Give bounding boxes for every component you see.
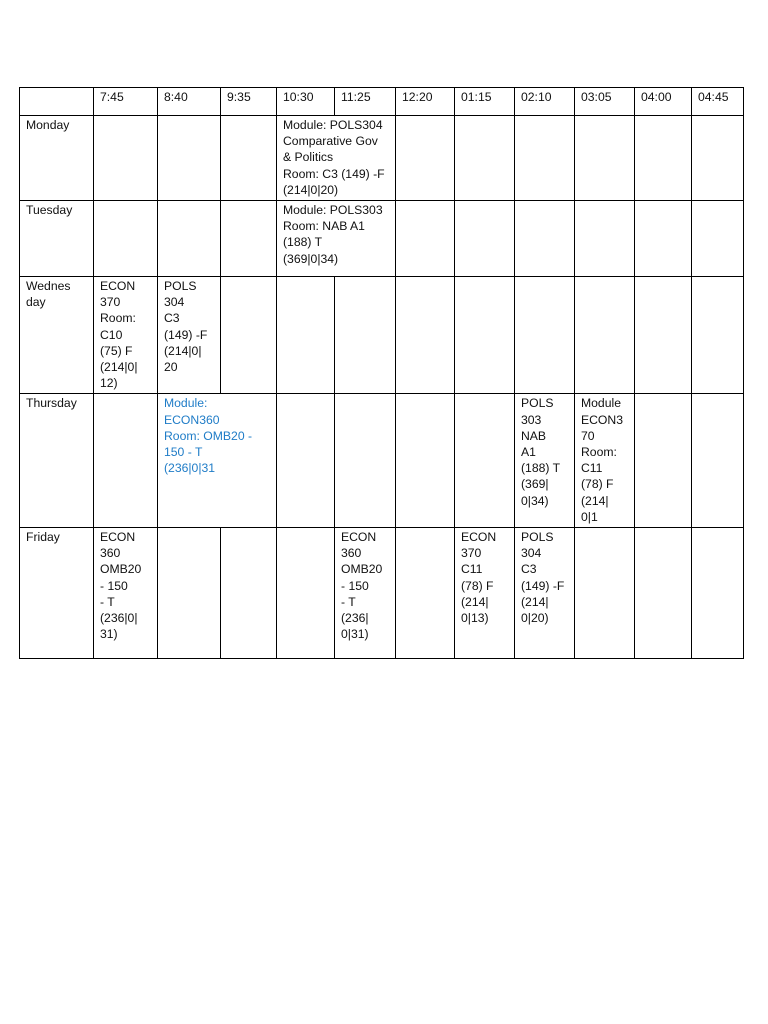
time-header: 10:30 [277, 88, 335, 116]
class-entry: Module: POLS303 Room: NAB A1 (188) T (369|0|34) [277, 201, 396, 277]
table-row [20, 394, 744, 528]
time-header: 04:00 [635, 88, 692, 116]
empty-cell [396, 116, 455, 201]
empty-cell [635, 277, 692, 394]
empty-cell [221, 528, 277, 659]
empty-cell [455, 394, 515, 528]
time-header: 01:15 [455, 88, 515, 116]
class-entry-highlighted: Module: ECON360 Room: OMB20 - 150 - T (236|0|31 [158, 394, 277, 528]
empty-cell [575, 277, 635, 394]
time-header: 7:45 [94, 88, 158, 116]
corner-cell [20, 88, 94, 116]
time-header: 04:45 [692, 88, 744, 116]
empty-cell [635, 528, 692, 659]
empty-cell [515, 201, 575, 277]
day-label: Thursday [20, 394, 94, 528]
empty-cell [277, 528, 335, 659]
empty-cell [94, 394, 158, 528]
empty-cell [158, 528, 221, 659]
empty-cell [396, 201, 455, 277]
empty-cell [221, 277, 277, 394]
empty-cell [692, 201, 744, 277]
time-header: 02:10 [515, 88, 575, 116]
empty-cell [396, 277, 455, 394]
empty-cell [515, 116, 575, 201]
empty-cell [335, 394, 396, 528]
empty-cell [335, 277, 396, 394]
timetable [19, 87, 744, 659]
table-row [20, 277, 744, 394]
empty-cell [396, 394, 455, 528]
empty-cell [94, 116, 158, 201]
empty-cell [575, 201, 635, 277]
class-entry: POLS 303 NAB A1 (188) T (369| 0|34) [515, 394, 575, 528]
empty-cell [221, 201, 277, 277]
empty-cell [575, 528, 635, 659]
empty-cell [396, 528, 455, 659]
empty-cell [692, 116, 744, 201]
empty-cell [692, 528, 744, 659]
class-entry: POLS 304 C3 (149) -F (214|0| 20 [158, 277, 221, 394]
day-label: Tuesday [20, 201, 94, 277]
empty-cell [692, 277, 744, 394]
empty-cell [158, 201, 221, 277]
class-entry: ECON 370 Room: C10 (75) F (214|0| 12) [94, 277, 158, 394]
empty-cell [455, 277, 515, 394]
empty-cell [455, 201, 515, 277]
class-entry: ECON 360 OMB20 - 150 - T (236| 0|31) [335, 528, 396, 659]
class-entry: Module ECON3 70 Room: C11 (78) F (214| 0|1 [575, 394, 635, 528]
time-header: 8:40 [158, 88, 221, 116]
table-row [20, 116, 744, 201]
time-header: 12:20 [396, 88, 455, 116]
empty-cell [635, 201, 692, 277]
header-row [20, 88, 744, 116]
empty-cell [158, 116, 221, 201]
empty-cell [575, 116, 635, 201]
empty-cell [277, 394, 335, 528]
day-label: Friday [20, 528, 94, 659]
class-entry: Module: POLS304 Comparative Gov & Politics Room: C3 (149) -F (214|0|20) [277, 116, 396, 201]
empty-cell [692, 394, 744, 528]
empty-cell [635, 394, 692, 528]
empty-cell [455, 116, 515, 201]
table-row [20, 201, 744, 277]
empty-cell [221, 116, 277, 201]
class-entry: ECON 360 OMB20 - 150 - T (236|0| 31) [94, 528, 158, 659]
time-header: 9:35 [221, 88, 277, 116]
empty-cell [635, 116, 692, 201]
day-label: Wednes day [20, 277, 94, 394]
empty-cell [515, 277, 575, 394]
table-row [20, 528, 744, 659]
day-label: Monday [20, 116, 94, 201]
class-entry: POLS 304 C3 (149) -F (214| 0|20) [515, 528, 575, 659]
time-header: 11:25 [335, 88, 396, 116]
time-header: 03:05 [575, 88, 635, 116]
empty-cell [277, 277, 335, 394]
class-entry: ECON 370 C11 (78) F (214| 0|13) [455, 528, 515, 659]
empty-cell [94, 201, 158, 277]
